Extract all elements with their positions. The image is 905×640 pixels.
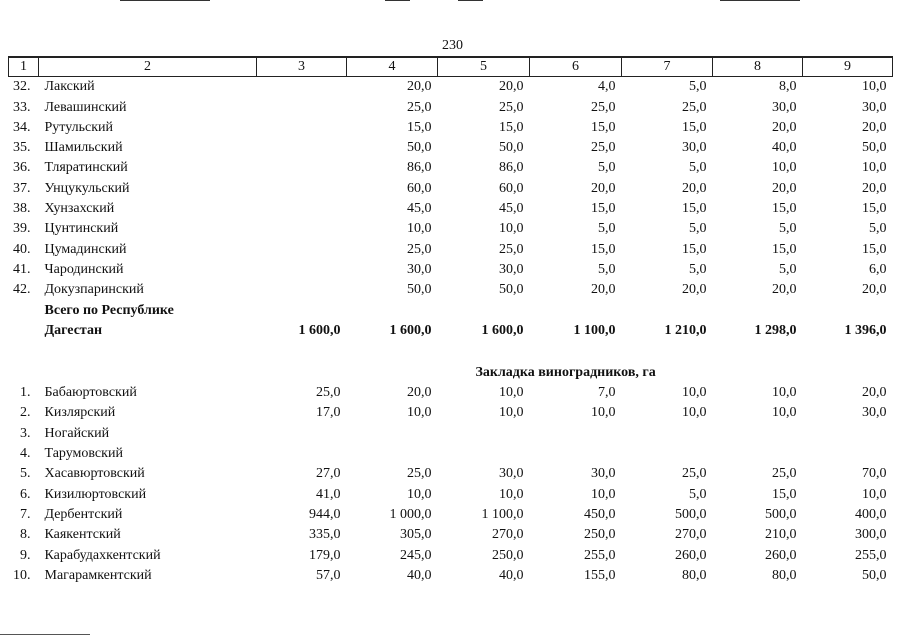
value-cell: 30,0 bbox=[772, 99, 797, 115]
value-cell: 5,0 bbox=[598, 261, 616, 277]
column-header: 9 bbox=[803, 57, 893, 77]
district-name: Унцукульский bbox=[44, 180, 130, 196]
table-row bbox=[9, 464, 893, 484]
data-table bbox=[8, 56, 893, 586]
row-number: 35. bbox=[13, 140, 31, 156]
district-name: Цумадинский bbox=[44, 241, 127, 257]
total-row-label bbox=[9, 300, 893, 320]
value-cell: 60,0 bbox=[407, 180, 432, 196]
value-cell: 86,0 bbox=[499, 160, 524, 176]
value-cell: 15,0 bbox=[591, 119, 616, 135]
row-number: 37. bbox=[13, 180, 31, 196]
value-cell: 20,0 bbox=[682, 282, 707, 298]
row-number: 9. bbox=[20, 547, 31, 563]
table-row bbox=[9, 403, 893, 423]
value-cell: 10,0 bbox=[499, 385, 524, 401]
value-cell: 20,0 bbox=[591, 282, 616, 298]
value-cell: 5,0 bbox=[689, 79, 707, 95]
column-header: 4 bbox=[347, 57, 438, 77]
row-number: 3. bbox=[20, 425, 31, 441]
value-cell bbox=[257, 158, 347, 178]
total-cell: 1 298,0 bbox=[754, 322, 797, 338]
value-cell: 20,0 bbox=[772, 180, 797, 196]
table-row bbox=[9, 484, 893, 504]
value-cell: 50,0 bbox=[499, 140, 524, 156]
value-cell: 45,0 bbox=[499, 201, 524, 217]
district-name: Магарамкентский bbox=[44, 567, 152, 583]
value-cell: 20,0 bbox=[407, 385, 432, 401]
total-label-line2: Дагестан bbox=[44, 322, 103, 338]
row-number: 5. bbox=[20, 466, 31, 482]
value-cell bbox=[257, 199, 347, 219]
row-number: 2. bbox=[20, 405, 31, 421]
value-cell bbox=[257, 423, 347, 443]
section-title-row bbox=[9, 357, 893, 383]
row-number: 7. bbox=[20, 506, 31, 522]
value-cell: 40,0 bbox=[499, 567, 524, 583]
value-cell: 5,0 bbox=[869, 221, 887, 237]
value-cell: 15,0 bbox=[772, 241, 797, 257]
value-cell bbox=[257, 178, 347, 198]
row-number: 36. bbox=[13, 160, 31, 176]
value-cell: 5,0 bbox=[779, 221, 797, 237]
value-cell: 7,0 bbox=[598, 385, 616, 401]
value-cell: 10,0 bbox=[499, 405, 524, 421]
value-cell: 210,0 bbox=[765, 527, 797, 543]
value-cell bbox=[713, 444, 803, 464]
district-name: Кизлярский bbox=[44, 405, 116, 421]
value-cell: 10,0 bbox=[772, 160, 797, 176]
value-cell: 10,0 bbox=[682, 405, 707, 421]
value-cell: 4,0 bbox=[598, 79, 616, 95]
value-cell: 450,0 bbox=[584, 506, 616, 522]
district-name: Хунзахский bbox=[44, 201, 115, 217]
value-cell: 25,0 bbox=[682, 466, 707, 482]
district-name: Чародинский bbox=[44, 261, 124, 277]
table-row bbox=[9, 178, 893, 198]
column-header: 6 bbox=[530, 57, 622, 77]
value-cell: 10,0 bbox=[862, 486, 887, 502]
value-cell: 25,0 bbox=[407, 241, 432, 257]
value-cell bbox=[713, 423, 803, 443]
value-cell: 86,0 bbox=[407, 160, 432, 176]
top-edge-mark bbox=[458, 0, 483, 1]
value-cell: 255,0 bbox=[855, 547, 887, 563]
value-cell bbox=[622, 423, 713, 443]
table-row bbox=[9, 423, 893, 443]
district-name: Кизилюртовский bbox=[44, 486, 147, 502]
value-cell: 57,0 bbox=[316, 567, 341, 583]
value-cell: 80,0 bbox=[772, 567, 797, 583]
district-name: Ногайский bbox=[44, 425, 110, 441]
value-cell: 30,0 bbox=[407, 261, 432, 277]
row-number: 4. bbox=[20, 446, 31, 462]
value-cell: 155,0 bbox=[584, 567, 616, 583]
value-cell: 10,0 bbox=[591, 486, 616, 502]
value-cell: 10,0 bbox=[862, 79, 887, 95]
value-cell: 40,0 bbox=[407, 567, 432, 583]
table-row bbox=[9, 260, 893, 280]
column-header: 1 bbox=[9, 57, 39, 77]
table-row bbox=[9, 280, 893, 300]
column-header: 5 bbox=[438, 57, 530, 77]
value-cell: 20,0 bbox=[862, 282, 887, 298]
value-cell: 15,0 bbox=[682, 201, 707, 217]
column-header: 3 bbox=[257, 57, 347, 77]
value-cell: 20,0 bbox=[407, 79, 432, 95]
value-cell: 500,0 bbox=[675, 506, 707, 522]
value-cell: 25,0 bbox=[772, 466, 797, 482]
value-cell: 10,0 bbox=[772, 385, 797, 401]
table-row bbox=[9, 158, 893, 178]
value-cell: 500,0 bbox=[765, 506, 797, 522]
value-cell: 15,0 bbox=[407, 119, 432, 135]
row-number: 8. bbox=[20, 527, 31, 543]
value-cell bbox=[622, 444, 713, 464]
value-cell: 1 100,0 bbox=[481, 506, 524, 522]
district-name: Шамильский bbox=[44, 140, 123, 156]
value-cell bbox=[257, 97, 347, 117]
value-cell bbox=[257, 118, 347, 138]
value-cell: 5,0 bbox=[689, 486, 707, 502]
value-cell bbox=[438, 423, 530, 443]
value-cell: 255,0 bbox=[584, 547, 616, 563]
value-cell: 25,0 bbox=[499, 99, 524, 115]
value-cell: 50,0 bbox=[407, 140, 432, 156]
value-cell: 15,0 bbox=[862, 201, 887, 217]
value-cell: 300,0 bbox=[855, 527, 887, 543]
total-cell: 1 600,0 bbox=[481, 322, 524, 338]
value-cell: 6,0 bbox=[869, 261, 887, 277]
value-cell: 305,0 bbox=[400, 527, 432, 543]
value-cell bbox=[257, 260, 347, 280]
value-cell: 50,0 bbox=[862, 140, 887, 156]
total-cell: 1 210,0 bbox=[664, 322, 707, 338]
row-number: 41. bbox=[13, 261, 31, 277]
value-cell: 10,0 bbox=[407, 221, 432, 237]
district-name: Докузпаринский bbox=[44, 282, 144, 298]
row-number: 1. bbox=[20, 385, 31, 401]
value-cell: 10,0 bbox=[772, 405, 797, 421]
value-cell: 15,0 bbox=[682, 241, 707, 257]
total-cell: 1 100,0 bbox=[573, 322, 616, 338]
table-row bbox=[9, 199, 893, 219]
district-name: Тарумовский bbox=[44, 446, 123, 462]
value-cell: 20,0 bbox=[591, 180, 616, 196]
value-cell: 270,0 bbox=[675, 527, 707, 543]
table-row bbox=[9, 97, 893, 117]
section-title: Закладка виноградников, га bbox=[475, 364, 656, 380]
value-cell: 245,0 bbox=[400, 547, 432, 563]
value-cell: 20,0 bbox=[772, 119, 797, 135]
district-name: Хасавюртовский bbox=[44, 466, 145, 482]
value-cell: 5,0 bbox=[779, 261, 797, 277]
value-cell bbox=[257, 239, 347, 259]
value-cell: 5,0 bbox=[598, 160, 616, 176]
value-cell: 270,0 bbox=[492, 527, 524, 543]
column-header: 7 bbox=[622, 57, 713, 77]
top-edge-mark bbox=[720, 0, 800, 1]
row-number: 38. bbox=[13, 201, 31, 217]
column-number-header bbox=[9, 57, 893, 77]
value-cell: 30,0 bbox=[499, 261, 524, 277]
value-cell: 260,0 bbox=[675, 547, 707, 563]
value-cell bbox=[257, 219, 347, 239]
value-cell: 260,0 bbox=[765, 547, 797, 563]
value-cell: 30,0 bbox=[862, 99, 887, 115]
value-cell: 45,0 bbox=[407, 201, 432, 217]
value-cell: 25,0 bbox=[499, 241, 524, 257]
value-cell: 20,0 bbox=[682, 180, 707, 196]
value-cell: 15,0 bbox=[499, 119, 524, 135]
value-cell: 30,0 bbox=[682, 140, 707, 156]
value-cell: 80,0 bbox=[682, 567, 707, 583]
row-number: 32. bbox=[13, 79, 31, 95]
value-cell: 50,0 bbox=[499, 282, 524, 298]
total-cell: 1 600,0 bbox=[389, 322, 432, 338]
value-cell: 15,0 bbox=[772, 201, 797, 217]
value-cell: 10,0 bbox=[591, 405, 616, 421]
value-cell: 30,0 bbox=[862, 405, 887, 421]
district-name: Дербентский bbox=[44, 506, 123, 522]
value-cell bbox=[347, 444, 438, 464]
row-number: 6. bbox=[20, 486, 31, 502]
value-cell: 15,0 bbox=[772, 486, 797, 502]
value-cell: 60,0 bbox=[499, 180, 524, 196]
value-cell: 17,0 bbox=[316, 405, 341, 421]
value-cell: 20,0 bbox=[862, 119, 887, 135]
row-number: 10. bbox=[13, 567, 31, 583]
top-edge-mark bbox=[385, 0, 410, 1]
value-cell: 5,0 bbox=[598, 221, 616, 237]
row-number: 34. bbox=[13, 119, 31, 135]
value-cell: 25,0 bbox=[682, 99, 707, 115]
district-name: Каякентский bbox=[44, 527, 121, 543]
value-cell: 250,0 bbox=[584, 527, 616, 543]
value-cell: 10,0 bbox=[499, 221, 524, 237]
row-number: 42. bbox=[13, 282, 31, 298]
value-cell: 944,0 bbox=[309, 506, 341, 522]
top-edge-mark bbox=[120, 0, 210, 1]
table-row bbox=[9, 505, 893, 525]
row-number: 39. bbox=[13, 221, 31, 237]
column-header: 2 bbox=[39, 57, 257, 77]
total-label-line1: Всего по Республике bbox=[44, 302, 174, 318]
value-cell: 10,0 bbox=[499, 486, 524, 502]
value-cell: 20,0 bbox=[862, 180, 887, 196]
value-cell: 25,0 bbox=[591, 140, 616, 156]
value-cell: 25,0 bbox=[407, 466, 432, 482]
value-cell bbox=[257, 77, 347, 98]
value-cell: 30,0 bbox=[499, 466, 524, 482]
district-name: Цунтинский bbox=[44, 221, 119, 237]
column-header: 8 bbox=[713, 57, 803, 77]
total-cell: 1 396,0 bbox=[844, 322, 887, 338]
value-cell: 25,0 bbox=[316, 385, 341, 401]
value-cell bbox=[257, 138, 347, 158]
table-row bbox=[9, 77, 893, 98]
total-cell: 1 600,0 bbox=[298, 322, 341, 338]
table-row bbox=[9, 525, 893, 545]
total-row bbox=[9, 321, 893, 341]
value-cell: 15,0 bbox=[862, 241, 887, 257]
district-name: Тляратинский bbox=[44, 160, 128, 176]
table-row bbox=[9, 138, 893, 158]
value-cell: 5,0 bbox=[689, 160, 707, 176]
value-cell: 1 000,0 bbox=[389, 506, 432, 522]
table-row bbox=[9, 239, 893, 259]
value-cell: 250,0 bbox=[492, 547, 524, 563]
table-row bbox=[9, 566, 893, 586]
value-cell: 50,0 bbox=[407, 282, 432, 298]
row-number: 33. bbox=[13, 99, 31, 115]
value-cell bbox=[803, 423, 893, 443]
table-row bbox=[9, 444, 893, 464]
value-cell: 20,0 bbox=[772, 282, 797, 298]
value-cell: 400,0 bbox=[855, 506, 887, 522]
value-cell: 179,0 bbox=[309, 547, 341, 563]
value-cell: 10,0 bbox=[862, 160, 887, 176]
value-cell bbox=[347, 423, 438, 443]
value-cell: 20,0 bbox=[499, 79, 524, 95]
value-cell: 10,0 bbox=[407, 405, 432, 421]
value-cell bbox=[530, 423, 622, 443]
value-cell: 27,0 bbox=[316, 466, 341, 482]
district-name: Рутульский bbox=[44, 119, 113, 135]
district-name: Карабудахкентский bbox=[44, 547, 161, 563]
value-cell: 25,0 bbox=[407, 99, 432, 115]
district-name: Лакский bbox=[44, 79, 95, 95]
value-cell: 10,0 bbox=[407, 486, 432, 502]
value-cell: 10,0 bbox=[682, 385, 707, 401]
value-cell: 20,0 bbox=[862, 385, 887, 401]
footnote-rule bbox=[0, 634, 90, 635]
value-cell: 25,0 bbox=[591, 99, 616, 115]
value-cell: 15,0 bbox=[591, 241, 616, 257]
table-row bbox=[9, 545, 893, 565]
value-cell: 335,0 bbox=[309, 527, 341, 543]
table-row bbox=[9, 383, 893, 403]
district-name: Бабаюртовский bbox=[44, 385, 137, 401]
value-cell: 15,0 bbox=[682, 119, 707, 135]
page-number: 230 bbox=[442, 38, 463, 53]
value-cell bbox=[257, 280, 347, 300]
value-cell: 70,0 bbox=[862, 466, 887, 482]
value-cell: 41,0 bbox=[316, 486, 341, 502]
value-cell bbox=[530, 444, 622, 464]
value-cell: 50,0 bbox=[862, 567, 887, 583]
row-number: 40. bbox=[13, 241, 31, 257]
value-cell: 8,0 bbox=[779, 79, 797, 95]
table-row bbox=[9, 219, 893, 239]
value-cell: 40,0 bbox=[772, 140, 797, 156]
value-cell: 30,0 bbox=[591, 466, 616, 482]
value-cell: 5,0 bbox=[689, 221, 707, 237]
table-row bbox=[9, 118, 893, 138]
value-cell bbox=[257, 444, 347, 464]
value-cell: 5,0 bbox=[689, 261, 707, 277]
value-cell: 15,0 bbox=[591, 201, 616, 217]
value-cell bbox=[438, 444, 530, 464]
value-cell bbox=[803, 444, 893, 464]
district-name: Левашинский bbox=[44, 99, 127, 115]
